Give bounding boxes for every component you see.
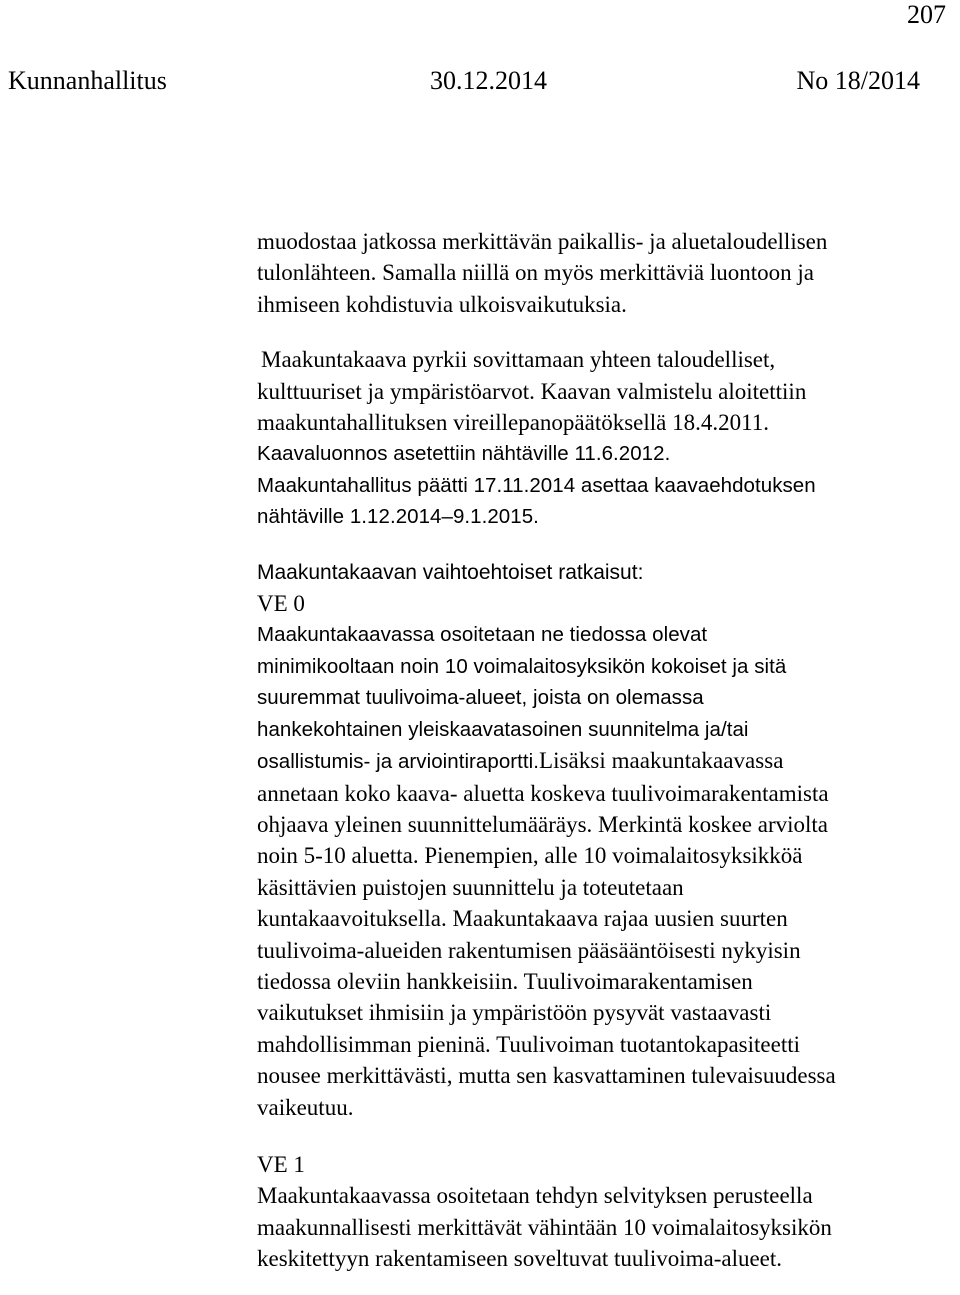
- text-line: ihmiseen kohdistuvia ulkoisvaikutuksia.: [257, 291, 627, 317]
- text-line: Kaavaluonnos asetettiin nähtäville 11.6.2012.: [257, 442, 671, 466]
- header-date: 30.12.2014: [430, 66, 547, 95]
- text-line: Maakuntahallitus päätti 17.11.2014 asettaa kaavaehdotuksen: [257, 473, 816, 497]
- text-line: tuulivoima-alueiden rakentumisen pääsääntöisesti nykyisin: [257, 937, 801, 963]
- text-line: käsittävien puistojen suunnittelu ja toteutetaan: [257, 874, 684, 900]
- text-line: Maakuntakaavassa osoitetaan tehdyn selvityksen perusteella: [257, 1183, 813, 1209]
- text-line: suuremmat tuulivoima-alueet, joista on olemassa: [257, 686, 704, 710]
- ve0-label: VE 0: [257, 591, 305, 617]
- text-line: hankekohtainen yleiskaavatasoinen suunnitelma ja/tai: [257, 717, 749, 741]
- text-line: maakuntahallituksen vireillepanopäätöksellä 18.4.2011.: [257, 410, 770, 436]
- text-line: mahdollisimman pieninä. Tuulivoiman tuotantokapasiteetti: [257, 1031, 801, 1057]
- ve1-description: [257, 1180, 957, 1274]
- text-line: vaikutukset ihmisiin ja ympäristöön pysyvät vastaavasti: [257, 1000, 772, 1026]
- paragraph-1: [257, 226, 957, 320]
- text-line: noin 5-10 aluetta. Pienempien, alle 10 voimalaitosyksikköä: [257, 843, 803, 869]
- document-header: [0, 64, 960, 98]
- ve0-description-sans: [257, 619, 957, 777]
- text-line: osallistumis- ja arviointiraportti.: [257, 750, 540, 774]
- text-line: kulttuuriset ja ympäristöarvot. Kaavan valmistelu aloitettiin: [257, 378, 807, 404]
- text-line: Lisäksi maakuntakaavassa: [539, 748, 784, 774]
- paragraph-2: [257, 344, 957, 532]
- text-line: tiedossa oleviin hankkeisiin. Tuulivoimarakentamisen: [257, 968, 753, 994]
- document-body: [257, 226, 957, 1275]
- alternatives-heading: Maakuntakaavan vaihtoehtoiset ratkaisut:: [257, 560, 644, 584]
- text-line: minimikooltaan noin 10 voimalaitosyksikön kokoiset ja sitä: [257, 654, 787, 678]
- text-line: tulonlähteen. Samalla niillä on myös merkittäviä luontoon ja: [257, 260, 814, 286]
- text-line: nähtäville 1.12.2014–9.1.2015.: [257, 505, 539, 529]
- text-line: Maakuntakaavassa osoitetaan ne tiedossa olevat: [257, 623, 708, 647]
- text-line: ohjaava yleinen suunnittelumääräys. Merkintä koskee arviolta: [257, 811, 828, 837]
- text-line: Maakuntakaava pyrkii sovittamaan yhteen taloudelliset,: [261, 347, 776, 373]
- page-number: 207: [907, 0, 946, 29]
- ve1-section: [257, 1149, 957, 1275]
- text-line: maakunnallisesti merkittävät vähintään 10 voimalaitosyksikön: [257, 1214, 832, 1240]
- alternatives-section: [257, 557, 957, 1123]
- ve0-description-serif: [257, 778, 957, 1123]
- text-line: vaikeutuu.: [257, 1094, 354, 1120]
- ve1-label: VE 1: [257, 1151, 305, 1177]
- text-line: nousee merkittävästi, mutta sen kasvattaminen tulevaisuudessa: [257, 1063, 836, 1089]
- text-line: annetaan koko kaava- aluetta koskeva tuulivoimarakentamista: [257, 780, 829, 806]
- header-organ: Kunnanhallitus: [8, 66, 167, 95]
- text-line: kuntakaavoituksella. Maakuntakaava rajaa uusien suurten: [257, 906, 788, 932]
- text-line: muodostaa jatkossa merkittävän paikallis- ja aluetaloudellisen: [257, 229, 828, 254]
- text-line: keskitettyyn rakentamiseen soveltuvat tuulivoima-alueet.: [257, 1246, 783, 1272]
- header-meeting-number: No 18/2014: [796, 66, 920, 95]
